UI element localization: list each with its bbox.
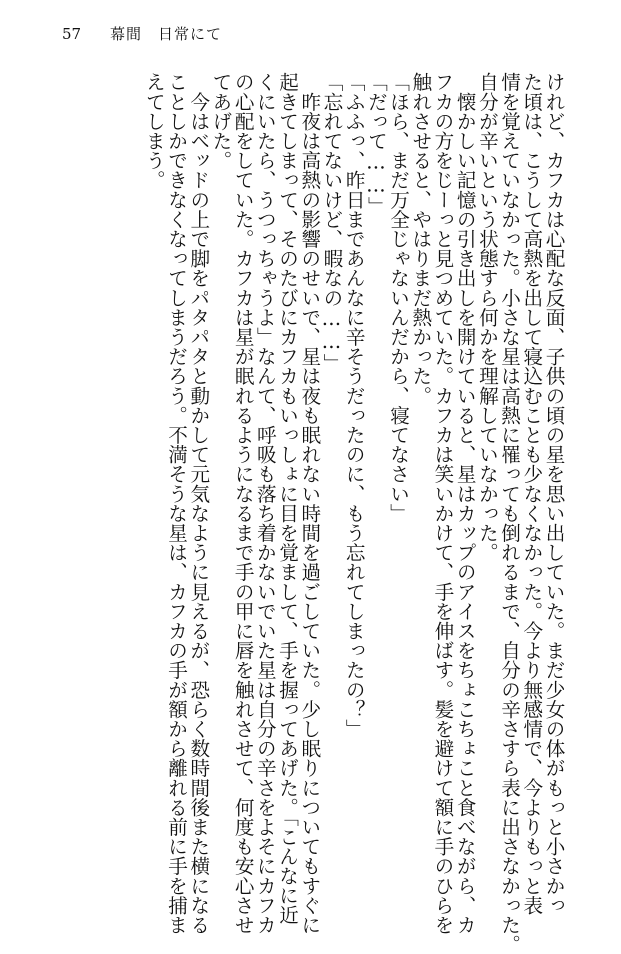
text-line: えてしまう。 [142,72,166,190]
text-line: 触れさせると、やはりまだ熱かった。 [408,72,432,406]
text-line: の心配をしていた。カフカは星が眠れるようになるまで手の甲に唇を触れさせて、何度も安心させ [231,72,255,935]
text-line: た頃は、こうして高熱を出して寝込むことも少なくなかった。今より無感情で、今よりもっと表 [519,72,543,915]
text-line: けれど、カフカは心配な反面、子供の頃の星を思い出していた。まだ少女の体がもっと小さかっ [542,72,565,915]
text-line: 「忘れてないけど、暇なの……」 [319,72,343,373]
page-header [62,22,222,46]
text-line: 今はベッドの上で脚をパタパタと動かして元気なように見えるが、恐らく数時間後また横になる [186,72,210,935]
text-line: 「ふふっ、昨日まであんなに辛そうだったのに、もう忘れてしまったの？」 [342,72,366,739]
text-line: 「ほら、まだ万全じゃないんだから、寝てなさい」 [386,72,410,523]
page-number: 57 [62,25,82,43]
text-line: 起きてしまって、そのたびにカフカもいっしょに目を覚まして、手を握ってあげた。「こんなに近 [275,72,299,925]
text-line: 懐かしい記憶の引き出しを開けていると、星はカップのアイスをちょこちょこと食べながら、カ [453,72,477,935]
chapter-title: 幕間 日常にて [110,25,223,43]
body-text [64,72,565,954]
text-line: 自分が辛いという状態すら何かを理解していなかった。 [475,72,499,562]
text-line: 「だって……」 [364,72,388,216]
text-line: 情を覚えていなかった。小さな星は高熱に罹っても倒れるまで、自分の辛さすら表に出さなかった。 [497,72,521,954]
text-line: 昨夜は高熱の影響のせいで、星は夜も眠れない時間を過ごしていた。少し眠りについてもすぐに [297,72,321,935]
text-line: ことしかできなくなってしまうだろう。不満そうな星は、カフカの手が額から離れる前に手を捕ま [164,72,188,935]
text-line: フカの方をじーっと見つめていた。カフカは笑いかけて、手を伸ばす。髪を避けて額に手のひらを [430,72,454,935]
text-line: てあげた。 [208,72,232,170]
text-line: くにいたら、うつっちゃうよ」なんて、呼吸も落ち着かないでいた星は自分の辛さをよそにカフカ [253,72,277,935]
